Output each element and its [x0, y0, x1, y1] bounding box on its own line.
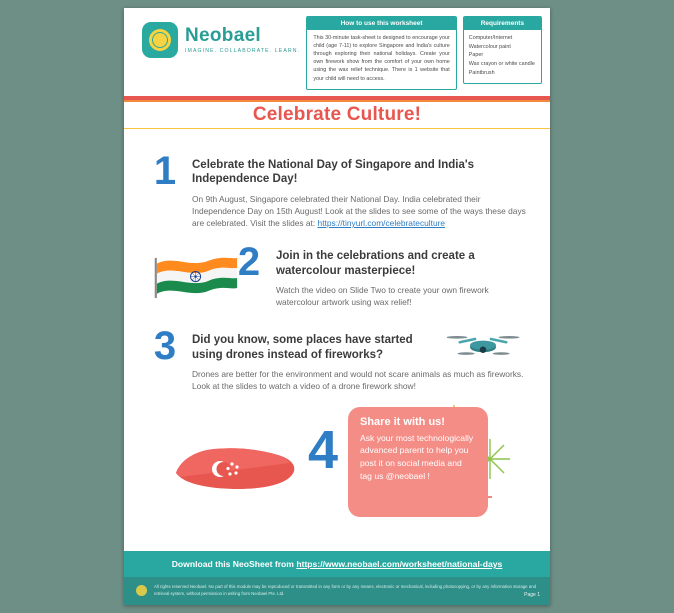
brand-logo-block — [132, 16, 300, 58]
india-flag-svg — [154, 249, 240, 307]
celebrate-culture-link[interactable]: https://tinyurl.com/celebrateculture — [317, 218, 446, 229]
task-number-4: 4 — [308, 419, 339, 480]
page-footer — [124, 551, 550, 605]
requirement-item: Watercolour paint — [468, 43, 511, 50]
task-heading-2: Join in the celebrations and create a watercolour masterpiece! — [276, 250, 475, 277]
requirement-item: Computer/Internet — [468, 35, 513, 41]
task-item-1 — [148, 148, 526, 230]
lemon-icon — [149, 29, 171, 51]
how-to-use-box — [306, 16, 456, 90]
share-card-title: Share it with us! — [360, 415, 445, 428]
drone-svg — [444, 325, 522, 364]
requirements-list — [464, 30, 541, 83]
task-number-3: 3 — [153, 324, 177, 369]
drone-image — [444, 325, 522, 365]
download-label: Download this NeoSheet from — [171, 559, 297, 570]
task-heading-1: Celebrate the National Day of Singapore and India's Independence Day! — [192, 158, 474, 186]
page-content — [124, 134, 550, 527]
task-item-3 — [148, 324, 526, 392]
requirements-box — [463, 16, 542, 84]
requirements-title: Requirements — [464, 17, 541, 30]
singapore-map-image — [166, 427, 306, 507]
brand-text — [185, 26, 300, 54]
share-section — [148, 399, 526, 527]
task-body-1 — [192, 193, 526, 230]
requirement-item: Paintbrush — [468, 69, 495, 76]
page-header — [124, 8, 550, 94]
neobael-logo-icon — [142, 22, 178, 58]
task-body-2: Watch the video on Slide Two to create your own firework watercolour artwork using wax relief! — [276, 285, 489, 308]
share-card — [348, 407, 488, 517]
brand-tagline: IMAGINE. COLLABORATE. LEARN. — [185, 48, 301, 54]
footer-logo-icon — [136, 585, 147, 596]
share-card-body: Ask your most technologically advanced parent to help you post it on social media and tag us @neobael ! — [360, 432, 474, 482]
page-number: Page 1 — [524, 591, 540, 598]
download-bar — [124, 551, 550, 577]
legal-bar — [124, 577, 550, 605]
page-title-text: Celebrate Culture! — [252, 103, 422, 125]
singapore-map-svg — [166, 427, 306, 507]
requirement-item: Wax crayon or white candle — [468, 60, 535, 67]
task-number-2: 2 — [237, 240, 261, 285]
requirement-item: Paper — [468, 52, 484, 59]
download-link[interactable]: https://www.neobael.com/worksheet/national-days — [296, 559, 503, 570]
worksheet-page — [124, 8, 550, 605]
task-heading-3: Did you know, some places have started using drones instead of fireworks? — [192, 334, 413, 361]
task-item-2 — [148, 240, 526, 313]
page-title — [124, 102, 550, 128]
brand-name: Neobael — [185, 25, 262, 46]
task-body-3: Drones are better for the environment and would not scare animals as much as fireworks. Look at the slides to watch a video of a drone firework show! — [192, 369, 524, 392]
how-to-use-body: This 30-minute task-sheet is designed to encourage your child (age 7-11) to explore Singapore and India's culture through exploring their national holidays. Create your own firework show from the comfort of your own home using the wax relief technique. There is 1 website that your child will need to access. — [313, 35, 450, 82]
how-to-use-title: How to use this worksheet — [307, 17, 455, 30]
title-band — [124, 96, 550, 134]
task-body-1-text: On 9th August, Singapore celebrated their National Day. India celebrated their Independence Day on 15th August! Look at the slides to see some of the ways these days are celebrated. Visit the slides at: — [192, 193, 526, 229]
task-number-1: 1 — [153, 148, 177, 193]
india-flag-image — [154, 249, 240, 307]
legal-text: All rights reserved Neobael. No part of this module may be reproduced or transmitted in any form or by any means, electronic or mechanical, including photocopying, or by any information storage and retrieval system, without permission in writing from Neobael Pte. Ltd. — [154, 584, 536, 596]
